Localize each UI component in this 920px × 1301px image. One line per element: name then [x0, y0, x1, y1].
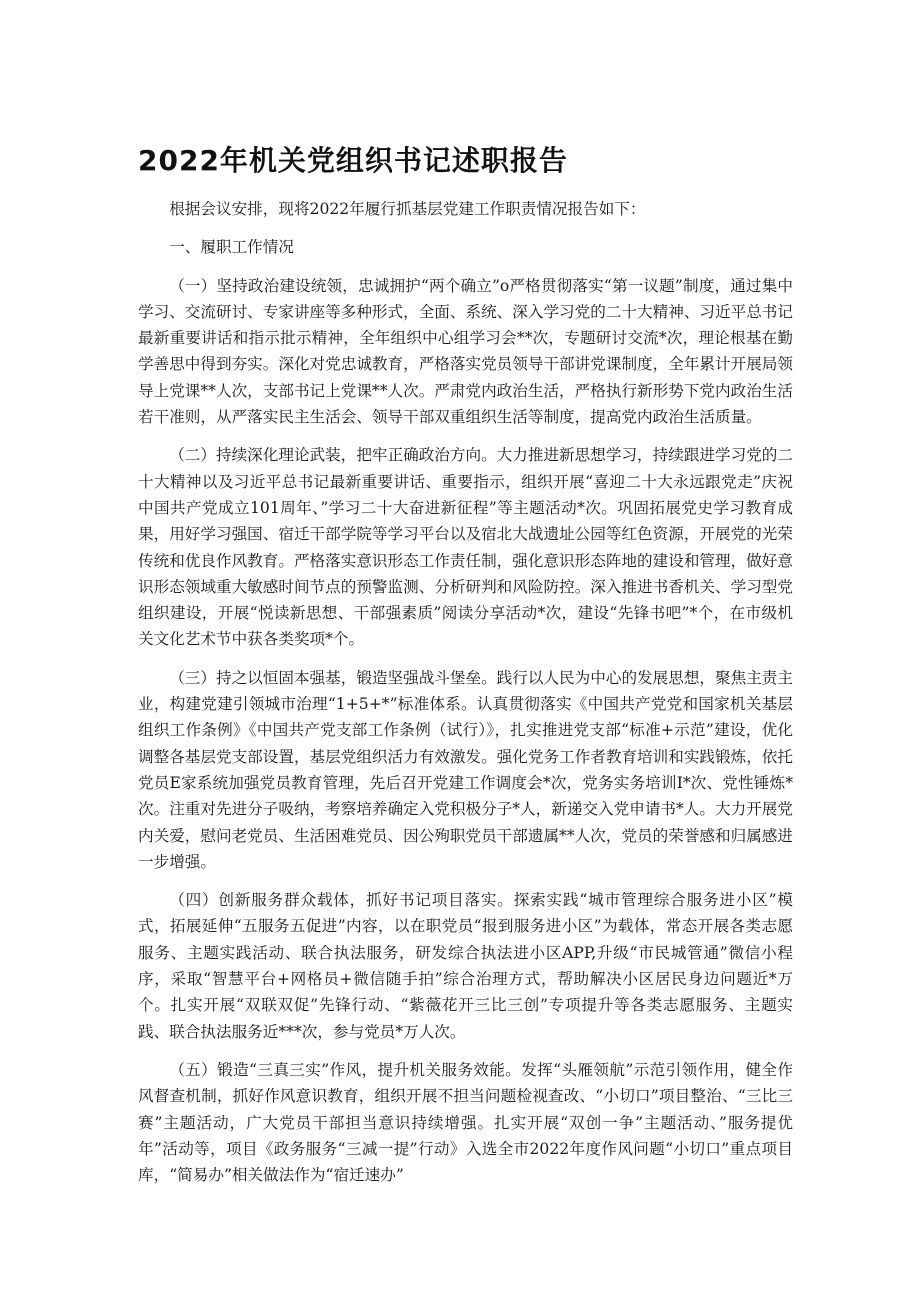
paragraph-3: （三）持之以恒固本强基，锻造坚强战斗堡垒。践行以人民为中心的发展思想，聚焦主责主业，构建党建引领城市治理“1+5+*”标准体系。认真贯彻落实《中国共产党党和国家机关基层组织工作条例》《中国共产党支部工作条例（试行）》，扎实推进党支部“标准+示范”建设，优化调整各基层党支部设置，基层党组织活力有效激发。强化党务工作者教育培训和实践锻炼，依托党员E家系统加强党员教育管理，先后召开党建工作调度会*次，党务实务培训I*次、党性锤炼*次。注重对先进分子吸纳，考察培养确定入党积极分子*人，新递交入党申请书*人。大力开展党内关爱，慰问老党员、生活困难党员、因公殉职党员干部遗属**人次，党员的荣誉感和归属感进一步增强。	[138, 668, 793, 871]
section-heading: 一、履职工作情况	[169, 238, 294, 257]
intro-paragraph: 根据会议安排，现将2022年履行抓基层党建工作职责情况报告如下：	[169, 200, 646, 218]
document-body	[138, 196, 793, 1188]
paragraph-2: （二）持续深化理论武装，把牢正确政治方向。大力推进新思想学习，持续跟进学习党的二十大精神以及习近平总书记最新重要讲话、重要指示，组织开展“喜迎二十大永远跟党走”庆祝中国共产党成立101周年、”学习二十大奋进新征程”等主题活动*次。巩固拓展党史学习教育成果，用好学习强国、宿迁干部学院等学习平台以及宿北大战遗址公园等红色资源，开展党的光荣传统和优良作风教育。严格落实意识形态工作责任制，强化意识形态阵地的建设和管理，做好意识形态领域重大敏感时间节点的预警监测、分析研判和风险防控。深入推进书香机关、学习型党组织建设，开展“悦读新思想、干部强素质”阅读分享活动*次，建设“先锋书吧”*个，在市级机关文化艺术节中获各类奖项*个。	[138, 446, 793, 649]
document-title: 2022年机关党组织书记述职报告	[138, 144, 568, 177]
paragraph-1: （一）坚持政治建设统领，忠诚拥护“两个确立”o严格贯彻落实“第一议题”制度，通过集中学习、交流研讨、专家讲座等多种形式，全面、系统、深入学习党的二十大精神、习近平总书记最新重要讲话和指示批示精神，全年组织中心组学习会**次，专题研讨交流*次，理论根基在勤学善思中得到夯实。深化对党忠诚教育，严格落实党员领导干部讲党课制度，全年累计开展局领导上党课**人次，支部书记上党课**人次。严肃党内政治生活，严格执行新形势下党内政治生活若干准则，从严落实民主生活会、领导干部双重组织生活等制度，提高党内政治生活质量。	[138, 276, 793, 427]
paragraph-5: （五）锻造“三真三实”作风，提升机关服务效能。发挥“头雁领航”示范引领作用，健全作风督查机制，抓好作风意识教育，组织开展不担当问题检视查改、“小切口”项目整治、“三比三赛”主题活动，广大党员干部担当意识持续增强。扎实开展“双创一争”主题活动、”服务提优年”活动等，项目《政务服务“三减一提”行动》入选全市2022年度作风问题“小切口”重点项目库，“简易办”相关做法作为“宿迁速办”	[138, 1060, 793, 1185]
paragraph-4: （四）创新服务群众载体，抓好书记项目落实。探索实践“城市管理综合服务进小区”模式，拓展延伸“五服务五促进”内容，以在职党员“报到服务进小区”为载体，常态开展各类志愿服务、主题实践活动、联合执法服务，研发综合执法进小区APP,升级“市民城管通”微信小程序，采取“智慧平台+网格员+微信随手拍”综合治理方式，帮助解决小区居民身边问题近*万个。扎实开展“双联双促”先锋行动、“紫薇花开三比三创”专项提升等各类志愿服务、主题实践、联合执法服务近***次，参与党员*万人次。	[138, 891, 793, 1041]
